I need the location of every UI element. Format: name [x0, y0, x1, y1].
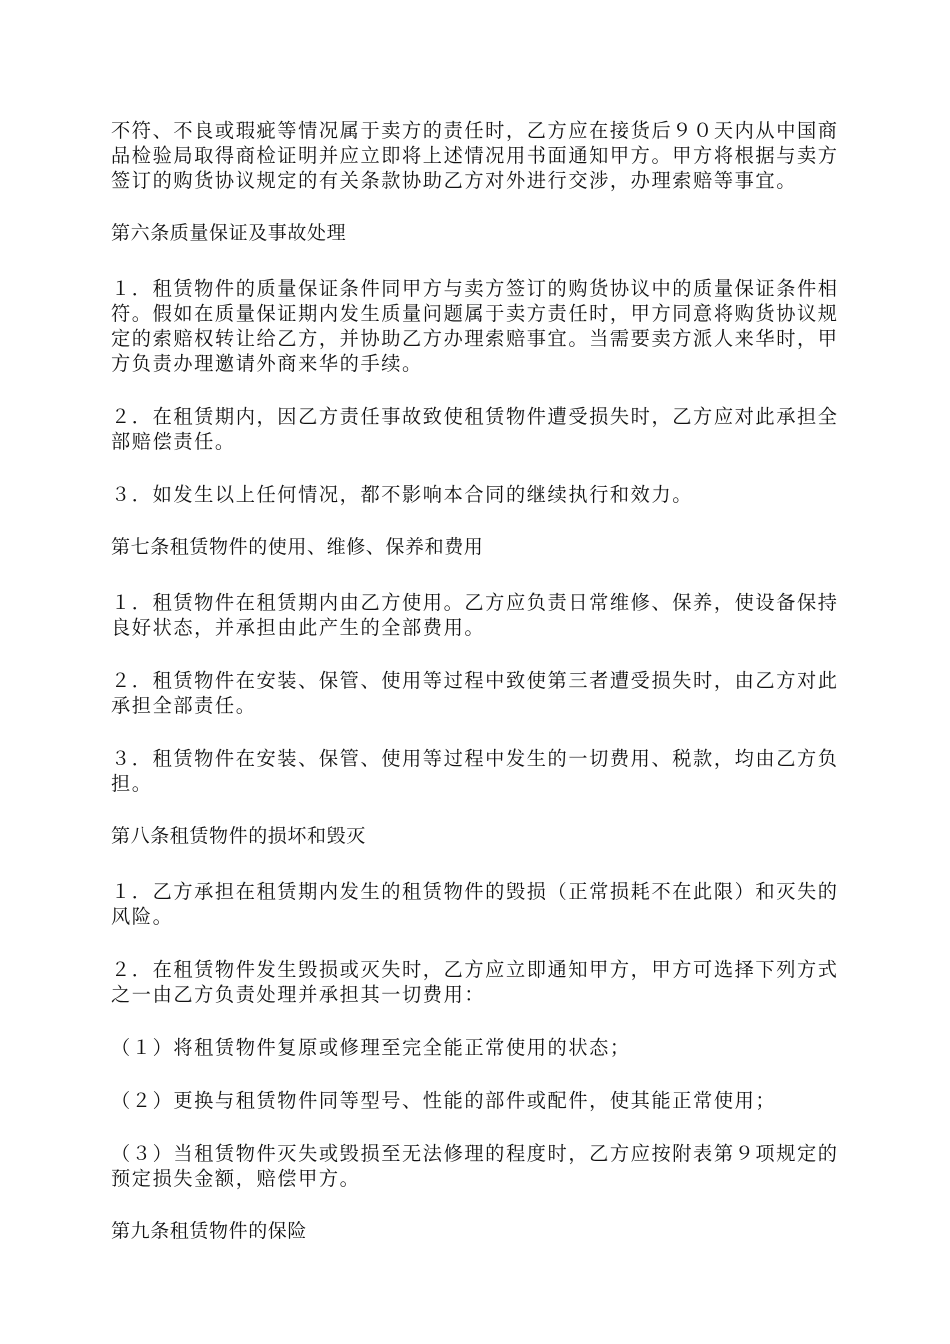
list-item-option-3: （３）当租赁物件灭失或毁损至无法修理的程度时，乙方应按附表第９项规定的预定损失金额，赔偿甲方。 — [111, 1142, 839, 1190]
paragraph-accident-liability: ２．在租赁期内，因乙方责任事故致使租赁物件遭受损失时，乙方应对此承担全部赔偿责任。 — [111, 405, 839, 453]
paragraph-damage-notification: ２．在租赁物件发生毁损或灭失时，乙方应立即通知甲方，甲方可选择下列方式之一由乙方负责处理并承担其一切费用： — [111, 958, 839, 1006]
paragraph-usage-maintenance: １．租赁物件在租赁期内由乙方使用。乙方应负责日常维修、保养，使设备保持良好状态，并承担由此产生的全部费用。 — [111, 591, 839, 639]
paragraph-contract-text: 不符、不良或瑕疵等情况属于卖方的责任时，乙方应在接货后９０天内从中国商品检验局取得商检证明并应立即将上述情况用书面通知甲方。甲方将根据与卖方签订的购货协议规定的有关条款协助乙方对外进行交涉，办理索赔等事宜。 — [111, 119, 839, 192]
section-heading-article-9: 第九条租赁物件的保险 — [111, 1220, 308, 1242]
paragraph-quality-guarantee: １．租赁物件的质量保证条件同甲方与卖方签订的购货协议中的质量保证条件相符。假如在质量保证期内发生质量问题属于卖方责任时，甲方同意将购货协议规定的索赔权转让给乙方，并协助乙方办理索赔事宜。当需要卖方派人来华时，甲方负责办理邀请外商来华的手续。 — [111, 277, 839, 375]
list-item-option-2: （２）更换与租赁物件同等型号、性能的部件或配件，使其能正常使用； — [111, 1089, 777, 1112]
list-item-option-1: （１）将租赁物件复原或修理至完全能正常使用的状态； — [111, 1036, 631, 1059]
section-heading-article-7: 第七条租赁物件的使用、维修、保养和费用 — [111, 536, 484, 558]
document-page — [111, 118, 843, 1274]
paragraph-third-party-liability: ２．租赁物件在安装、保管、使用等过程中致使第三者遭受损失时，由乙方对此承担全部责任。 — [111, 669, 839, 717]
section-heading-article-6: 第六条质量保证及事故处理 — [111, 222, 347, 244]
section-heading-article-8: 第八条租赁物件的损坏和毁灭 — [111, 825, 366, 847]
paragraph-costs-taxes: ３．租赁物件在安装、保管、使用等过程中发生的一切费用、税款，均由乙方负担。 — [111, 747, 839, 795]
paragraph-damage-risk: １．乙方承担在租赁期内发生的租赁物件的毁损（正常损耗不在此限）和灭失的风险。 — [111, 880, 839, 928]
paragraph-contract-effect: ３．如发生以上任何情况，都不影响本合同的继续执行和效力。 — [111, 483, 694, 506]
